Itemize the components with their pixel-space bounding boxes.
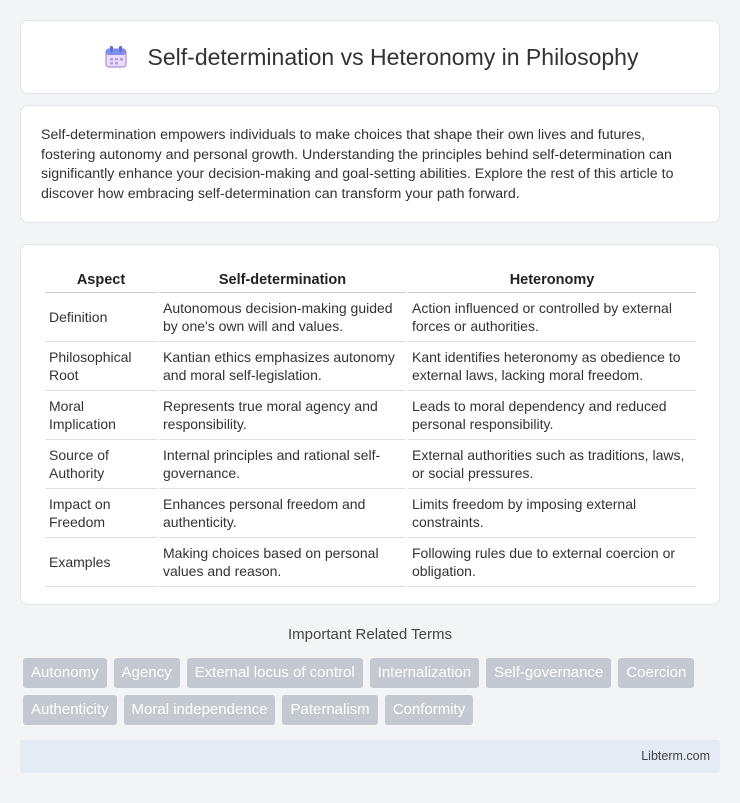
footer — [20, 740, 720, 773]
tag-moral-independence[interactable]: Moral independence — [124, 695, 276, 725]
comparison-table — [43, 263, 698, 587]
page-title: Self-determination vs Heteronomy in Philosophy — [147, 43, 639, 70]
cell-self-determination: Making choices based on personal values and reason. — [159, 538, 406, 587]
cell-aspect: Source of Authority — [45, 440, 157, 489]
related-terms-list — [23, 658, 723, 725]
cell-aspect: Impact on Freedom — [45, 489, 157, 538]
tag-autonomy[interactable]: Autonomy — [23, 658, 107, 688]
calendar-icon — [102, 43, 130, 71]
table-header-row — [45, 263, 696, 293]
table-row — [45, 342, 696, 391]
cell-self-determination: Represents true moral agency and responsibility. — [159, 391, 406, 440]
header-heteronomy: Heteronomy — [408, 263, 696, 293]
related-terms-title: Important Related Terms — [288, 626, 452, 643]
header-aspect: Aspect — [45, 263, 157, 293]
cell-aspect: Moral Implication — [45, 391, 157, 440]
tag-self-governance[interactable]: Self-governance — [486, 658, 611, 688]
table-row — [45, 391, 696, 440]
tag-paternalism[interactable]: Paternalism — [282, 695, 377, 725]
table-row — [45, 538, 696, 587]
tag-authenticity[interactable]: Authenticity — [23, 695, 117, 725]
table-row — [45, 440, 696, 489]
cell-heteronomy: Leads to moral dependency and reduced personal responsibility. — [408, 391, 696, 440]
cell-self-determination: Enhances personal freedom and authenticity. — [159, 489, 406, 538]
tag-conformity[interactable]: Conformity — [385, 695, 474, 725]
cell-heteronomy: External authorities such as traditions, laws, or social pressures. — [408, 440, 696, 489]
header-self-determination: Self-determination — [159, 263, 406, 293]
cell-self-determination: Autonomous decision-making guided by one's own will and values. — [159, 293, 406, 342]
tag-agency[interactable]: Agency — [114, 658, 180, 688]
cell-aspect: Philosophical Root — [45, 342, 157, 391]
intro-paragraph: Self-determination empowers individuals to make choices that shape their own lives and futures, fostering autonomy and personal growth. Understanding the principles behind self-determination can significantly enhance your decision-making and goal-setting abilities. Explore the rest of this article to discover how embracing self-determination can transform your path forward. — [41, 127, 674, 202]
cell-aspect: Definition — [45, 293, 157, 342]
header-card — [20, 20, 720, 94]
intro-card — [20, 105, 720, 223]
tag-external-locus-of-control[interactable]: External locus of control — [187, 658, 363, 688]
cell-heteronomy: Following rules due to external coercion or obligation. — [408, 538, 696, 587]
tag-coercion[interactable]: Coercion — [618, 658, 694, 688]
comparison-table-card — [20, 244, 720, 605]
table-row — [45, 489, 696, 538]
cell-heteronomy: Limits freedom by imposing external constraints. — [408, 489, 696, 538]
cell-self-determination: Internal principles and rational self-governance. — [159, 440, 406, 489]
cell-aspect: Examples — [45, 538, 157, 587]
footer-site-link[interactable]: Libterm.com — [641, 749, 710, 763]
table-row — [45, 293, 696, 342]
cell-heteronomy: Kant identifies heteronomy as obedience to external laws, lacking moral freedom. — [408, 342, 696, 391]
tag-internalization[interactable]: Internalization — [370, 658, 479, 688]
cell-heteronomy: Action influenced or controlled by external forces or authorities. — [408, 293, 696, 342]
cell-self-determination: Kantian ethics emphasizes autonomy and moral self-legislation. — [159, 342, 406, 391]
